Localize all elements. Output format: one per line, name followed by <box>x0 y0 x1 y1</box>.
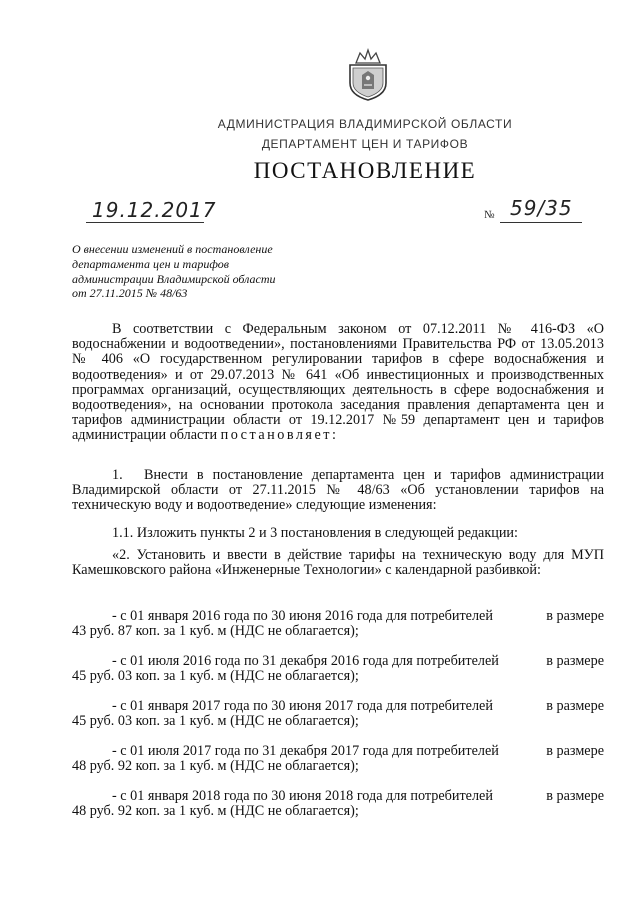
tariff-item <box>72 609 604 639</box>
subject-line: департамента цен и тарифов <box>72 256 229 271</box>
tariff-period: - с 01 июля 2016 года по 31 декабря 2016 года для потребителей <box>112 653 499 669</box>
tariff-period: - с 01 января 2018 года по 30 июня 2018 года для потребителей <box>112 788 493 804</box>
tariff-amount: 43 руб. 87 коп. за 1 куб. м (НДС не облагается); <box>72 623 359 640</box>
item-1-number: 1. <box>112 467 123 483</box>
item-2-paragraph: «2. Установить и ввести в действие тарифы на техническую воду для МУП Камешковского района «Инженерные Технологии» с календарной разбивкой: <box>72 547 604 579</box>
coat-of-arms-icon <box>346 45 390 101</box>
subject-line: администрации Владимирской области <box>72 271 276 286</box>
number-underline <box>500 222 582 223</box>
tariff-amount: 48 руб. 92 коп. за 1 куб. м (НДС не облагается); <box>72 803 359 820</box>
tariff-amount-prefix: в размере <box>546 743 604 759</box>
tariff-amount-prefix: в размере <box>546 698 604 714</box>
item-1-text: Внести в постановление департамента цен и тарифов администрации Владимирской области от 27.11.2015 № 48/63 «Об установлении тарифов на техническую воду и водоотведение» следующие изменения: <box>72 467 604 514</box>
organization-name: АДМИНИСТРАЦИЯ ВЛАДИМИРСКОЙ ОБЛАСТИ <box>217 117 513 131</box>
tariff-amount: 45 руб. 03 коп. за 1 куб. м (НДС не облагается); <box>72 713 359 730</box>
document-date: 19.12.2017 <box>92 198 217 222</box>
tariff-item <box>72 789 604 819</box>
tariff-item <box>72 744 604 774</box>
tariff-period: - с 01 июля 2017 года по 31 декабря 2017 года для потребителей <box>112 743 499 759</box>
date-underline <box>86 222 204 223</box>
item-1-paragraph <box>72 468 604 514</box>
preamble-text: В соответствии с Федеральным законом от 07.12.2011 № 416-ФЗ «О водоснабжении и водоотведении», постановлениями Правительства РФ от 13.05.2013 № 406 «О государственном регулировании тарифов в сфере водоснабжения и водоотведения» и от 29.07.2013 № 641 «Об инвестиционных и производственных программах организаций, осуществляющих деятельность в сфере водоснабжения и водоотведения», на основании протокола заседания правления департамента цен и тарифов администрации области от 19.12.2017 №59 департамент цен и тарифов администрации области <box>72 321 604 444</box>
document-number: 59/35 <box>510 196 573 220</box>
tariff-item <box>72 699 604 729</box>
document-subject <box>72 242 332 301</box>
tariff-period: - с 01 января 2017 года по 30 июня 2017 года для потребителей <box>112 698 493 714</box>
subject-line: О внесении изменений в постановление <box>72 242 273 256</box>
tariff-amount: 48 руб. 92 коп. за 1 куб. м (НДС не облагается); <box>72 758 359 775</box>
tariff-amount-prefix: в размере <box>546 788 604 804</box>
tariff-amount: 45 руб. 03 коп. за 1 куб. м (НДС не облагается); <box>72 668 359 685</box>
tariff-amount-prefix: в размере <box>546 653 604 669</box>
item-1-1-paragraph: 1.1. Изложить пункты 2 и 3 постановления в следующей редакции: <box>112 525 518 541</box>
tariff-item <box>72 654 604 684</box>
document-type-title: ПОСТАНОВЛЕНИЕ <box>253 158 477 183</box>
tariff-period: - с 01 января 2016 года по 30 июня 2016 года для потребителей <box>112 608 493 624</box>
subject-line: от 27.11.2015 № 48/63 <box>72 286 188 301</box>
number-sign: № <box>484 209 495 221</box>
tariff-amount-prefix: в размере <box>546 608 604 624</box>
department-name: ДЕПАРТАМЕНТ ЦЕН И ТАРИФОВ <box>261 137 469 151</box>
preamble-verb: постановляет: <box>220 427 339 444</box>
preamble-paragraph <box>72 322 604 444</box>
